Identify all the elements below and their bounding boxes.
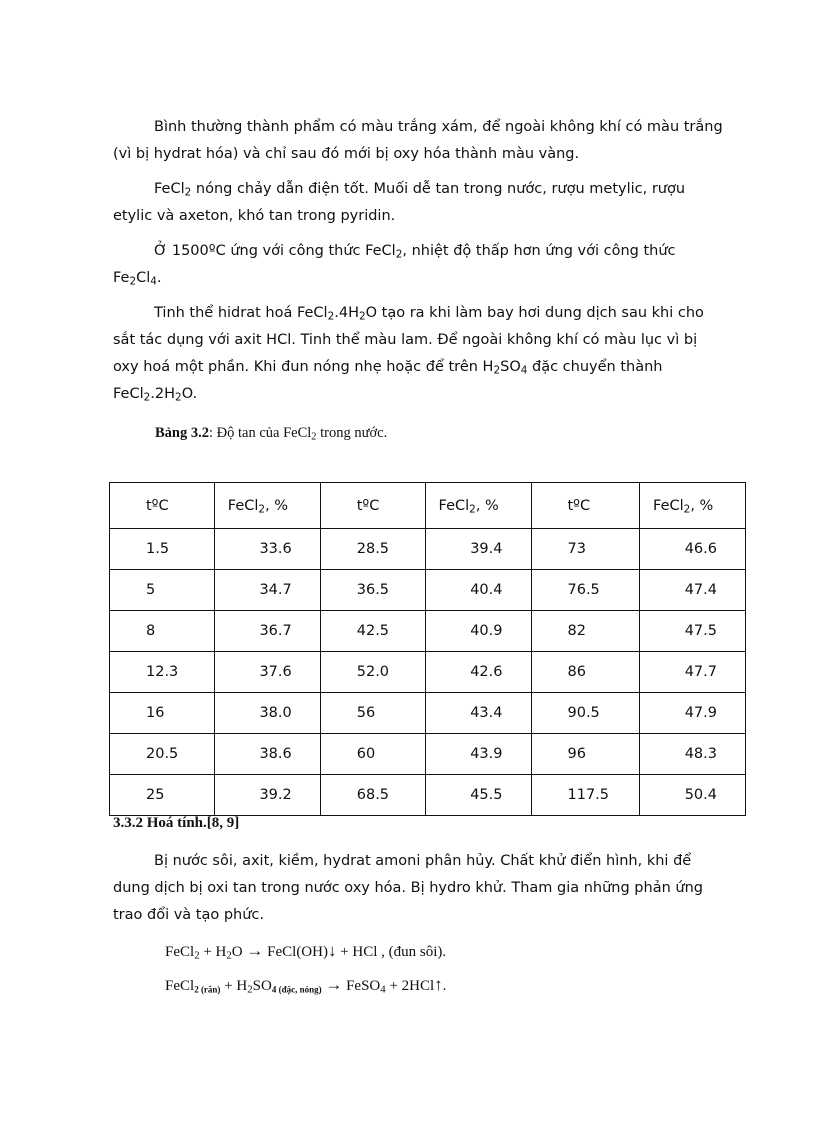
solubility-cell: 40.9 [425,611,531,652]
temperature-cell: 73 [531,529,640,570]
temperature-cell: 86 [531,652,640,693]
header-temperature: tºC [320,483,425,529]
solubility-cell: 37.6 [214,652,320,693]
table-row [110,693,746,734]
table-row [110,570,746,611]
header-temperature: tºC [110,483,215,529]
table-row [110,529,746,570]
solubility-cell: 36.7 [214,611,320,652]
caption-label: Bảng 3.2 [155,425,209,441]
up-arrow-icon: ↑ [434,975,443,994]
equation-1: FeCl$_2$ + $H_2O$ → FeCl(OH)↓ + HCl , (đun sôi). [165,941,447,962]
solubility-cell: 38.0 [214,693,320,734]
solubility-cell: 39.4 [425,529,531,570]
header-solubility: FeCl$_2$, % [425,483,531,529]
solubility-cell: 48.3 [640,734,746,775]
table-row [110,611,746,652]
table-row [110,775,746,816]
temperature-cell: 8 [110,611,215,652]
temperature-cell: 36.5 [320,570,425,611]
table-header-row [110,483,746,529]
temperature-cell: 25 [110,775,215,816]
solubility-cell: 43.4 [425,693,531,734]
header-solubility: FeCl$_2$, % [214,483,320,529]
solubility-cell: 33.6 [214,529,320,570]
solubility-cell: 47.9 [640,693,746,734]
section-heading: 3.3.2 Hoá tính.[8, 9] [113,815,240,831]
temperature-cell: 16 [110,693,215,734]
solubility-cell: 39.2 [214,775,320,816]
temperature-cell: 28.5 [320,529,425,570]
temperature-cell: 56 [320,693,425,734]
temperature-cell: 12.3 [110,652,215,693]
solubility-cell: 43.9 [425,734,531,775]
paragraph-chemical-properties: Bị nước sôi, axit, kiềm, hydrat amoni phân hủy. Chất khử điển hình, khi để dung dịch bị oxi tan trong nước oxy hóa. Bị hydro khử. Tham gia những phản ứng trao đổi và tạo phức. [113,853,703,923]
solubility-cell: 50.4 [640,775,746,816]
solubility-cell: 45.5 [425,775,531,816]
temperature-cell: 90.5 [531,693,640,734]
right-arrow-icon: → [325,975,343,994]
solubility-cell: 46.6 [640,529,746,570]
solubility-cell: 42.6 [425,652,531,693]
temperature-cell: 42.5 [320,611,425,652]
solubility-cell: 47.4 [640,570,746,611]
table-row [110,734,746,775]
paragraph-3: Ở 1500ºC ứng với công thức FeCl$_2$, nhiệt độ thấp hơn ứng với công thức $Fe_2Cl_4$. [113,243,676,288]
paragraph-1: Bình thường thành phẩm có màu trắng xám, để ngoài không khí có màu trắng (vì bị hydrat hóa) và chỉ sau đó mới bị oxy hóa thành màu vàng. [113,119,723,162]
right-arrow-icon: → [246,941,264,960]
temperature-cell: 52.0 [320,652,425,693]
temperature-cell: 76.5 [531,570,640,611]
temperature-cell: 60 [320,734,425,775]
solubility-cell: 34.7 [214,570,320,611]
solubility-cell: 47.7 [640,652,746,693]
paragraph-4: Tinh thể hidrat hoá $FeCl_2.4H_2O$ tạo ra khi làm bay hơi dung dịch sau khi cho sắt tác dụng với axit HCl. Tinh thể màu lam. Để ngoài không khí có màu lục vì bị oxy hoá một phần. Khi đun nóng nhẹ hoặc để trên $H_2SO_4$ đặc chuyển thành $FeCl_2.2H_2O$. [113,305,704,404]
temperature-cell: 96 [531,734,640,775]
temperature-cell: 5 [110,570,215,611]
solubility-table [109,482,746,816]
temperature-cell: 1.5 [110,529,215,570]
temperature-cell: 82 [531,611,640,652]
table-row [110,652,746,693]
table-caption: Bảng 3.2: Độ tan của FeCl$_2$ trong nước. [155,425,388,443]
paragraph-2: FeCl$_2$ nóng chảy dẫn điện tốt. Muối dễ tan trong nước, rượu metylic, rượu etylic và axeton, khó tan trong pyridin. [113,181,686,224]
solubility-cell: 40.4 [425,570,531,611]
temperature-cell: 68.5 [320,775,425,816]
temperature-cell: 117.5 [531,775,640,816]
solubility-cell: 47.5 [640,611,746,652]
down-arrow-icon: ↓ [327,941,337,960]
header-solubility: FeCl$_2$, % [640,483,746,529]
header-temperature: tºC [531,483,640,529]
solubility-cell: 38.6 [214,734,320,775]
temperature-cell: 20.5 [110,734,215,775]
equation-2: FeCl2 (rắn) + $H_2SO4$ (đặc, nóng) → FeSO$_4$ + 2HCl↑. [165,975,447,996]
